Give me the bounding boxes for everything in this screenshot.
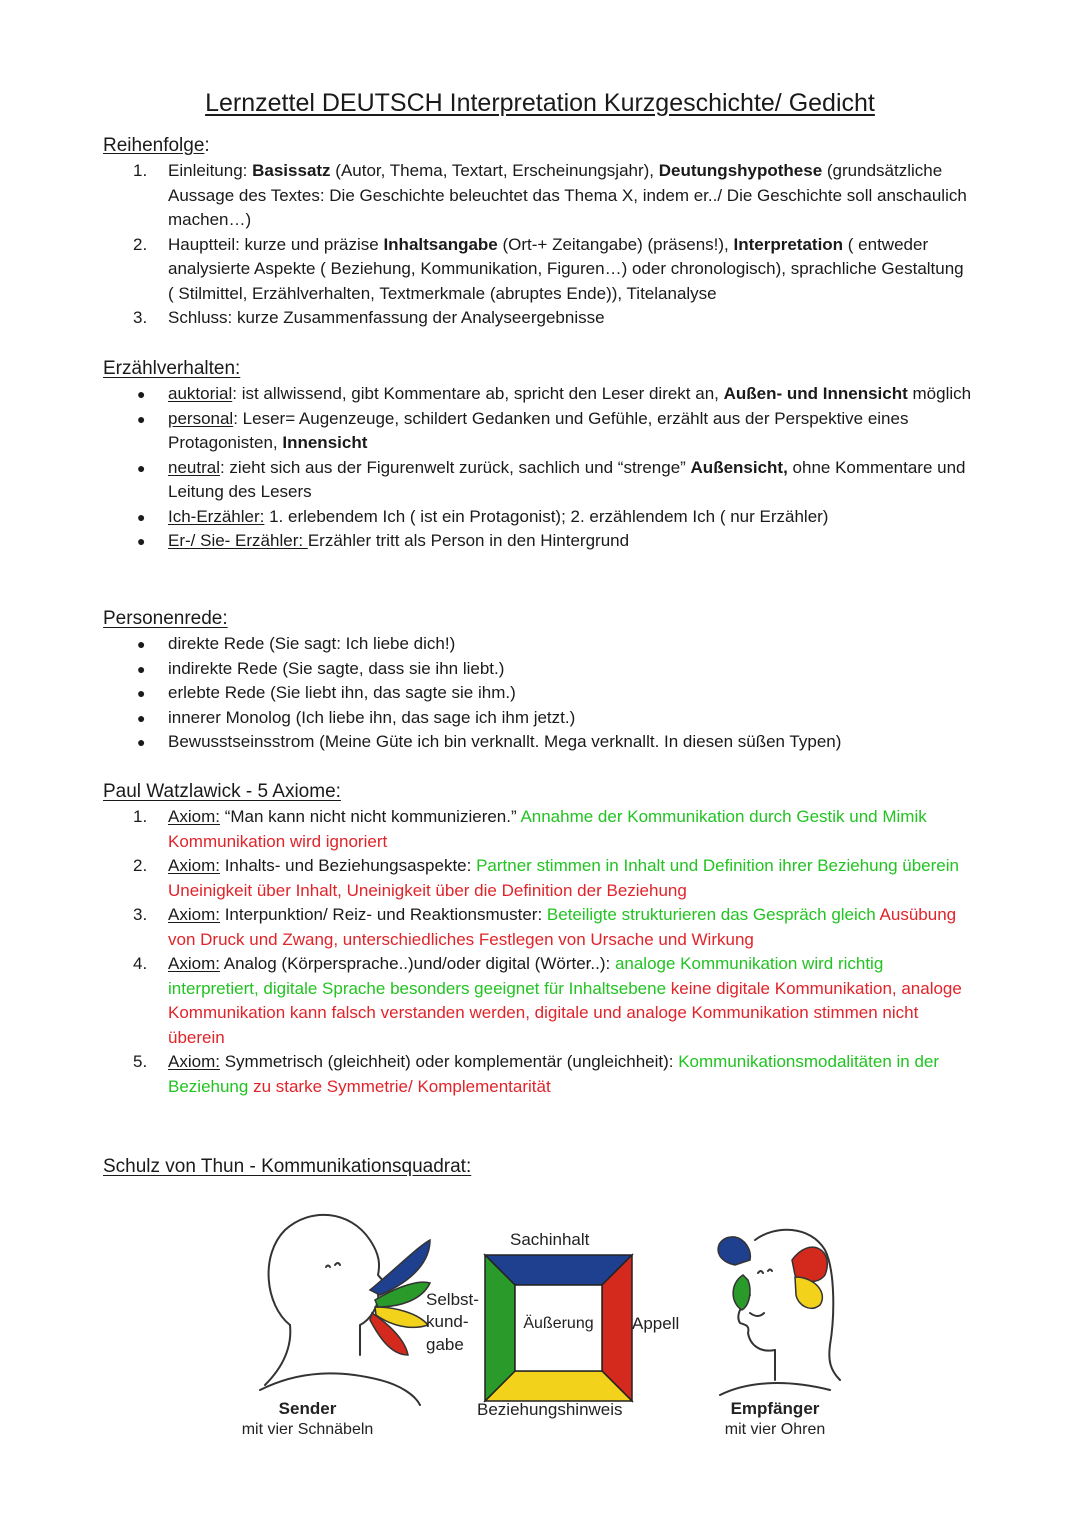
item-text: indirekte Rede (Sie sagte, dass sie ihn liebt.)	[168, 658, 505, 678]
list-item	[103, 681, 973, 706]
bullet-icon: ●	[137, 508, 146, 525]
reihenfolge-heading-colon: :	[204, 135, 210, 156]
positive-text: Partner stimmen in Inhalt und Definition ihrer Beziehung überein	[476, 856, 959, 875]
item-bold: Außen- und Innensicht	[723, 384, 908, 403]
section-heading-reihenfolge	[103, 134, 210, 158]
item-text: Analog (Körpersprache..)und/oder digital (Wörter..):	[219, 954, 615, 973]
bullet-icon: ●	[137, 685, 146, 701]
aeusserung-label: Äußerung	[523, 1315, 594, 1332]
item-bold: Außensicht,	[690, 457, 788, 477]
list-item	[103, 657, 973, 682]
list-number: 4.	[133, 954, 148, 973]
list-item	[103, 903, 973, 952]
item-text: : ist allwissend, gibt Kommentare ab, spricht den Leser direkt an,	[232, 384, 724, 403]
list-item	[103, 529, 973, 554]
item-text: innerer Monolog (Ich liebe ihn, das sage ich ihm jetzt.)	[168, 707, 576, 727]
axiom-label: Axiom:	[168, 905, 220, 924]
item-text: (grundsätzliche Aussage des Textes: Die Geschichte beleuchtet das Thema X, indem er../ Die Geschichte soll anschaulich machen…)	[168, 161, 967, 229]
item-bold: Basissatz	[252, 161, 331, 180]
item-bold: Inhaltsangabe	[383, 234, 498, 254]
bullet-icon: ●	[137, 734, 146, 750]
four-ears-icon	[718, 1237, 827, 1310]
negative-text: zu starke Symmetrie/ Komplementarität	[248, 1076, 551, 1096]
list-number: 1.	[133, 161, 148, 180]
bullet-icon: ●	[137, 386, 146, 402]
negative-text: keine digitale Kommunikation, analoge Kommunikation kann falsch verstanden werden, digitale und analoge Kommunikation stimmen nicht überein	[168, 978, 962, 1047]
item-text: 1. erlebendem Ich ( ist ein Protagonist); 2. erzählendem Ich ( nur Erzähler)	[264, 506, 829, 526]
item-bold: Innensicht	[282, 433, 368, 452]
item-text: Bewusstseinsstrom (Meine Güte ich bin verknallt. Mega verknallt. In diesen süßen Typen)	[168, 732, 842, 751]
erzaehlverhalten-list	[103, 382, 973, 554]
list-number: 2.	[133, 856, 148, 875]
positive-text: analoge Kommunikation wird richtig interpretiert, digitale Sprache besonders geeignet für Inhaltsebene	[168, 954, 884, 998]
item-text: ( entweder analysierte Aspekte ( Beziehung, Kommunikation, Figuren…) oder chronologisch), sprachliche Gestaltung ( Stilmittel, Erzählverhalten, Textmerkmale (abruptes Ende)), Titelanalyse	[168, 234, 964, 303]
term-label: Ich-Erzähler:	[168, 506, 265, 526]
negative-text: Kommunikation wird ignoriert	[168, 831, 388, 851]
item-text: ohne Kommentare und Leitung des Lesers	[168, 457, 966, 501]
list-item	[103, 306, 973, 331]
item-text: : zieht sich aus der Figurenwelt zurück, sachlich und “strenge”	[219, 457, 691, 477]
section-heading-watzlawick: Paul Watzlawick - 5 Axiome:	[103, 781, 341, 802]
item-text: Hauptteil: kurze und präzise	[168, 234, 384, 254]
item-text: Symmetrisch (gleichheit) oder komplementär (ungleichheit):	[219, 1052, 679, 1071]
list-item	[103, 382, 973, 407]
bullet-icon: ●	[137, 709, 146, 726]
item-text: Schluss: kurze Zusammenfassung der Analyseergebnisse	[168, 308, 605, 327]
list-item	[103, 730, 973, 755]
item-text: “Man kann nicht nicht kommunizieren.”	[219, 807, 521, 826]
list-item	[103, 952, 973, 1050]
item-bold: Deutungshypothese	[658, 161, 823, 180]
page-title: Lernzettel DEUTSCH Interpretation Kurzgeschichte/ Gedicht	[205, 89, 875, 117]
list-item	[103, 233, 973, 307]
appell-label: Appell	[632, 1314, 680, 1333]
bullet-icon: ●	[137, 459, 146, 476]
axiom-label: Axiom:	[168, 856, 220, 875]
list-number: 2.	[133, 234, 148, 254]
list-number: 1.	[133, 807, 148, 826]
term-label: personal	[168, 408, 234, 428]
selbstkundgabe-label-3: gabe	[426, 1335, 464, 1354]
positive-text: Annahme der Kommunikation durch Gestik und Mimik	[520, 807, 927, 826]
section-heading-personenrede: Personenrede:	[103, 608, 228, 629]
list-number: 3.	[133, 905, 148, 924]
term-label: Er-/ Sie- Erzähler:	[168, 531, 308, 550]
sachinhalt-label: Sachinhalt	[510, 1230, 590, 1249]
positive-text: Kommunikationsmodalitäten in der Beziehung	[168, 1052, 940, 1096]
personenrede-list	[103, 632, 973, 755]
list-number: 3.	[133, 308, 148, 327]
kommunikationsquadrat-diagram	[230, 1195, 850, 1455]
item-text: Inhalts- und Beziehungsaspekte:	[219, 856, 477, 875]
list-item	[103, 706, 973, 731]
sender-sub-label: mit vier Schnäbeln	[241, 1421, 374, 1438]
negative-text: Ausübung von Druck und Zwang, unterschiedliches Festlegen von Ursache und Wirkung	[168, 905, 957, 949]
bullet-icon: ●	[137, 636, 146, 652]
list-item	[103, 407, 973, 456]
reihenfolge-list	[103, 159, 973, 331]
term-label: neutral	[168, 457, 220, 477]
item-text: möglich	[907, 384, 972, 403]
item-text: erlebte Rede (Sie liebt ihn, das sagte sie ihm.)	[168, 683, 516, 702]
list-item	[103, 854, 973, 903]
watzlawick-list	[103, 805, 973, 1099]
axiom-label: Axiom:	[168, 1052, 220, 1071]
negative-text: Uneinigkeit über Inhalt, Uneinigkeit über die Definition der Beziehung	[168, 880, 687, 900]
bullet-icon: ●	[137, 533, 146, 549]
axiom-label: Axiom:	[168, 807, 220, 826]
item-text: : Leser= Augenzeuge, schildert Gedanken und Gefühle, erzählt aus der Perspektive eines Protagonisten,	[168, 408, 909, 452]
section-heading-schulz: Schulz von Thun - Kommunikationsquadrat:	[103, 1156, 472, 1177]
item-text: (Autor, Thema, Textart, Erscheinungsjahr),	[330, 161, 659, 180]
list-item	[103, 159, 973, 233]
item-bold: Interpretation	[733, 234, 844, 254]
list-item	[103, 632, 973, 657]
section-heading-erzaehlverhalten: Erzählverhalten:	[103, 358, 241, 379]
list-number: 5.	[133, 1052, 148, 1071]
empfaenger-sub-label: mit vier Ohren	[724, 1421, 826, 1438]
item-text: Einleitung:	[168, 161, 253, 180]
term-label: auktorial	[168, 384, 233, 403]
bullet-icon: ●	[137, 660, 146, 677]
bullet-icon: ●	[137, 410, 146, 427]
list-item	[103, 505, 973, 530]
empfaenger-label: Empfänger	[730, 1399, 820, 1418]
item-text: direkte Rede (Sie sagt: Ich liebe dich!)	[168, 634, 456, 653]
beziehungshinweis-label: Beziehungshinweis	[477, 1400, 623, 1419]
item-text: (Ort-+ Zeitangabe) (präsens!),	[497, 234, 734, 254]
reihenfolge-heading-text: Reihenfolge	[103, 135, 205, 156]
positive-text: Beteiligte strukturieren das Gespräch gleich	[546, 905, 876, 924]
list-item	[103, 805, 973, 854]
item-text: Erzähler tritt als Person in den Hintergrund	[307, 531, 630, 550]
sender-label: Sender	[278, 1399, 337, 1418]
list-item	[103, 456, 973, 505]
selbstkundgabe-label-2: kund-	[426, 1312, 469, 1331]
item-text: Interpunktion/ Reiz- und Reaktionsmuster:	[219, 905, 547, 924]
axiom-label: Axiom:	[168, 954, 220, 973]
selbstkundgabe-label-1: Selbst-	[426, 1290, 479, 1309]
list-item	[103, 1050, 973, 1099]
